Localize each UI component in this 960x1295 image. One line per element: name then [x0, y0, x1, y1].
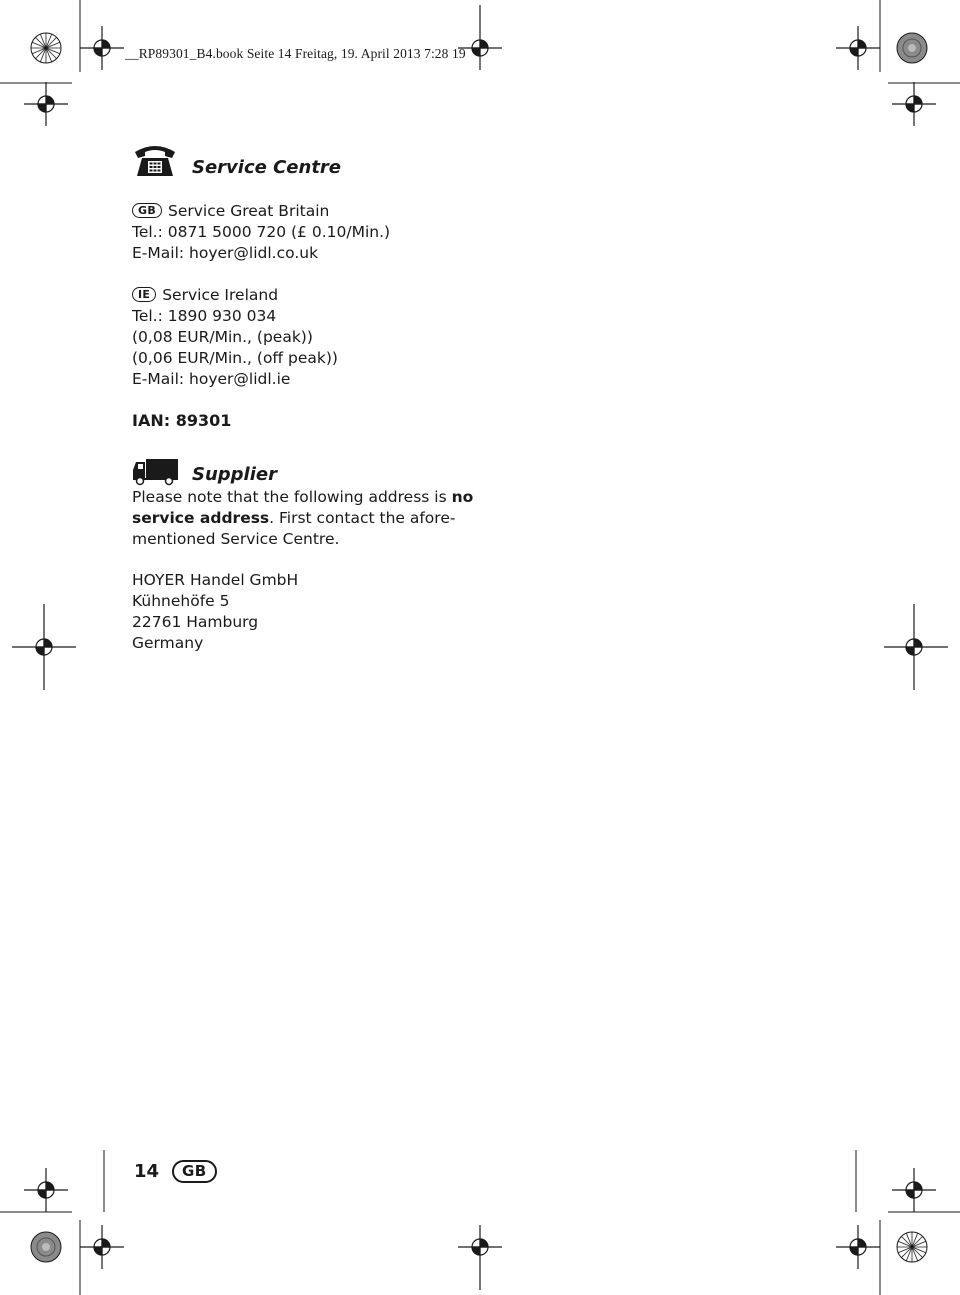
supplier-note-line1: Please note that the following address is no: [132, 488, 474, 506]
address-street: Kühnehöfe 5: [132, 592, 230, 610]
crosshair-right-bottom: [892, 1168, 936, 1212]
starburst-bottom-left: [31, 1232, 61, 1262]
truck-icon: [131, 458, 179, 490]
crosshair-bottom-left: [80, 1225, 124, 1269]
supplier-address: [132, 570, 298, 654]
service-gb-email: E-Mail: hoyer@lidl.co.uk: [132, 244, 319, 262]
supplier-heading: Supplier: [192, 464, 277, 485]
supplier-note: [132, 487, 473, 550]
service-ie-rate-offpeak: (0,06 EUR/Min., (off peak)): [132, 349, 338, 367]
starburst-top-right: [897, 33, 927, 63]
address-company: HOYER Handel GmbH: [132, 571, 299, 589]
service-centre-heading: Service Centre: [192, 157, 342, 178]
page-number: 14: [134, 1161, 160, 1182]
service-ie-rate-peak: (0,08 EUR/Min., (peak)): [132, 328, 313, 346]
service-ie-label: Service Ireland: [162, 286, 279, 304]
supplier-note-line3: mentioned Service Centre.: [132, 530, 340, 548]
service-ie-phone: Tel.: 1890 930 034: [132, 307, 277, 325]
address-country: Germany: [132, 634, 204, 652]
crosshair-left-middle: [12, 604, 76, 690]
crosshair-bottom-center: [458, 1225, 502, 1290]
gb-badge: GB: [132, 203, 162, 218]
crosshair-right-top: [892, 82, 936, 126]
crosshair-top-right: [836, 26, 880, 70]
crosshair-left-top: [24, 82, 68, 126]
ian-number: IAN: 89301: [132, 411, 232, 430]
ie-badge: IE: [132, 287, 156, 302]
address-city: 22761 Hamburg: [132, 613, 259, 631]
crosshair-left-bottom: [24, 1168, 68, 1212]
crosshair-top-left: [80, 26, 124, 70]
telephone-icon: [132, 142, 178, 184]
starburst-top-left: [31, 33, 61, 63]
book-file-info: __RP89301_B4.book Seite 14 Freitag, 19. April 2013 7:28 19: [125, 46, 466, 61]
starburst-bottom-right: [897, 1232, 927, 1262]
service-ie-title: [132, 285, 338, 306]
crosshair-right-middle: [884, 604, 948, 690]
service-ie-email: E-Mail: hoyer@lidl.ie: [132, 370, 291, 388]
footer-gb-badge: GB: [172, 1160, 217, 1183]
service-gb-block: [132, 201, 390, 264]
service-gb-phone: Tel.: 0871 5000 720 (£ 0.10/Min.): [132, 223, 391, 241]
service-gb-label: Service Great Britain: [168, 202, 330, 220]
crosshair-bottom-right: [836, 1225, 880, 1269]
service-gb-title: [132, 201, 390, 222]
supplier-note-line2: service address. First contact the afore-: [132, 509, 456, 527]
service-ie-block: [132, 285, 338, 390]
